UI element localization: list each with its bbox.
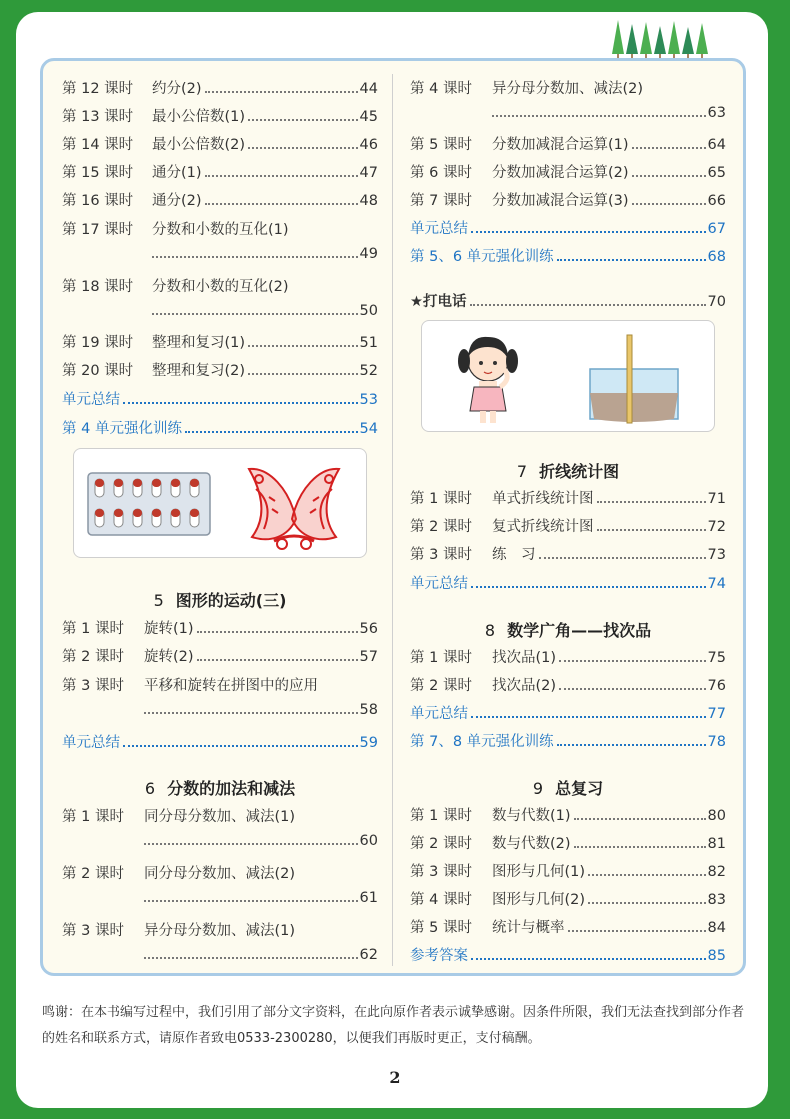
toc-entry[interactable]: 第 5 课时 统计与概率 84 (410, 920, 726, 936)
column-divider (392, 74, 393, 966)
toc-unit-summary[interactable]: 单元总结 59 (62, 735, 378, 751)
page-number: 2 (389, 1068, 401, 1087)
unit-heading: 5 图形的运动(三) (153, 591, 287, 610)
toc-entry[interactable]: 第 18 课时 分数和小数的互化(2) (62, 279, 289, 295)
toc-entry[interactable]: 第 7 课时 分数加减混合运算(3) 66 (410, 193, 726, 209)
toc-unit-training[interactable]: 第 4 单元强化训练 54 (62, 421, 378, 437)
unit-heading: 9 总复习 (532, 779, 604, 798)
toc-entry[interactable]: 第 1 课时 同分母分数加、减法(1) (62, 809, 296, 825)
toc-entry-continuation[interactable]: 62 (144, 947, 378, 963)
toc-entry[interactable]: 第 6 课时 分数加减混合运算(2) 65 (410, 165, 726, 181)
toc-entry[interactable]: 第 2 课时 旋转(2) 57 (62, 649, 378, 665)
toc-entry-continuation[interactable]: 49 (152, 246, 378, 262)
water-tank-icon (590, 335, 678, 423)
toc-activity-entry[interactable]: ★打电话 70 (410, 294, 726, 310)
paper-cut-fish-icon (249, 469, 339, 549)
toc-entry[interactable]: 第 14 课时 最小公倍数(2) 46 (62, 137, 378, 153)
toc-entry[interactable]: 第 19 课时 整理和复习(1) 51 (62, 335, 378, 351)
toc-entry[interactable]: 第 1 课时 数与代数(1) 80 (410, 808, 726, 824)
toc-entry[interactable]: 第 3 课时 练 习 73 (410, 547, 726, 563)
trees-icon (612, 18, 712, 58)
toc-entry[interactable]: 第 15 课时 通分(1) 47 (62, 165, 378, 181)
toc-entry[interactable]: 第 3 课时 图形与几何(1) 82 (410, 864, 726, 880)
toc-entry[interactable]: 第 3 课时 平移和旋转在拼图中的应用 (62, 678, 318, 694)
pill-pack-icon (74, 449, 366, 557)
toc-entry[interactable]: 第 2 课时 找次品(2) 76 (410, 678, 726, 694)
toc-entry-continuation[interactable]: 61 (144, 890, 378, 906)
toc-answers[interactable]: 参考答案 85 (410, 948, 726, 964)
illustration-box (73, 448, 367, 558)
unit-heading: 8 数学广角——找次品 (484, 621, 652, 640)
toc-entry[interactable]: 第 2 课时 数与代数(2) 81 (410, 836, 726, 852)
toc-entry[interactable]: 第 2 课时 复式折线统计图 72 (410, 519, 726, 535)
toc-entry-continuation[interactable]: 60 (144, 833, 378, 849)
toc-entry[interactable]: 第 20 课时 整理和复习(2) 52 (62, 363, 378, 379)
toc-entry[interactable]: 第 2 课时 同分母分数加、减法(2) (62, 866, 296, 882)
unit-heading: 6 分数的加法和减法 (144, 779, 296, 798)
unit-heading: 7 折线统计图 (516, 462, 620, 481)
toc-unit-summary[interactable]: 单元总结 74 (410, 576, 726, 592)
toc-entry[interactable]: 第 4 课时 异分母分数加、减法(2) (410, 81, 644, 97)
acknowledgement-text: 鸣谢：在本书编写过程中，我们引用了部分文字资料，在此向原作者表示诚挚感谢。因条件所限，我们无法查找到部分作者的姓名和联系方式，请原作者致电0533-2300280，以便我们再版时更正，支付稿酬。 (42, 1005, 745, 1046)
toc-entry-continuation[interactable]: 50 (152, 303, 378, 319)
toc-entry[interactable]: 第 1 课时 旋转(1) 56 (62, 621, 378, 637)
toc-entry-continuation[interactable]: 63 (492, 105, 726, 121)
illustration-box (421, 320, 715, 432)
toc-entry[interactable]: 第 1 课时 单式折线统计图 71 (410, 491, 726, 507)
toc-unit-training[interactable]: 第 7、8 单元强化训练 78 (410, 734, 726, 750)
toc-entry[interactable]: 第 16 课时 通分(2) 48 (62, 193, 378, 209)
toc-entry[interactable]: 第 5 课时 分数加减混合运算(1) 64 (410, 137, 726, 153)
toc-entry[interactable]: 第 17 课时 分数和小数的互化(1) (62, 222, 289, 238)
toc-unit-summary[interactable]: 单元总结 67 (410, 221, 726, 237)
toc-unit-training[interactable]: 第 5、6 单元强化训练 68 (410, 249, 726, 265)
toc-entry[interactable]: 第 4 课时 图形与几何(2) 83 (410, 892, 726, 908)
toc-entry[interactable]: 第 12 课时 约分(2) 44 (62, 81, 378, 97)
toc-entry[interactable]: 第 3 课时 异分母分数加、减法(1) (62, 923, 296, 939)
toc-entry[interactable]: 第 1 课时 找次品(1) 75 (410, 650, 726, 666)
toc-unit-summary[interactable]: 单元总结 77 (410, 706, 726, 722)
toc-entry-continuation[interactable]: 58 (144, 702, 378, 718)
toc-entry[interactable]: 第 13 课时 最小公倍数(1) 45 (62, 109, 378, 125)
girl-phone-icon (422, 321, 714, 431)
toc-unit-summary[interactable]: 单元总结 53 (62, 392, 378, 408)
